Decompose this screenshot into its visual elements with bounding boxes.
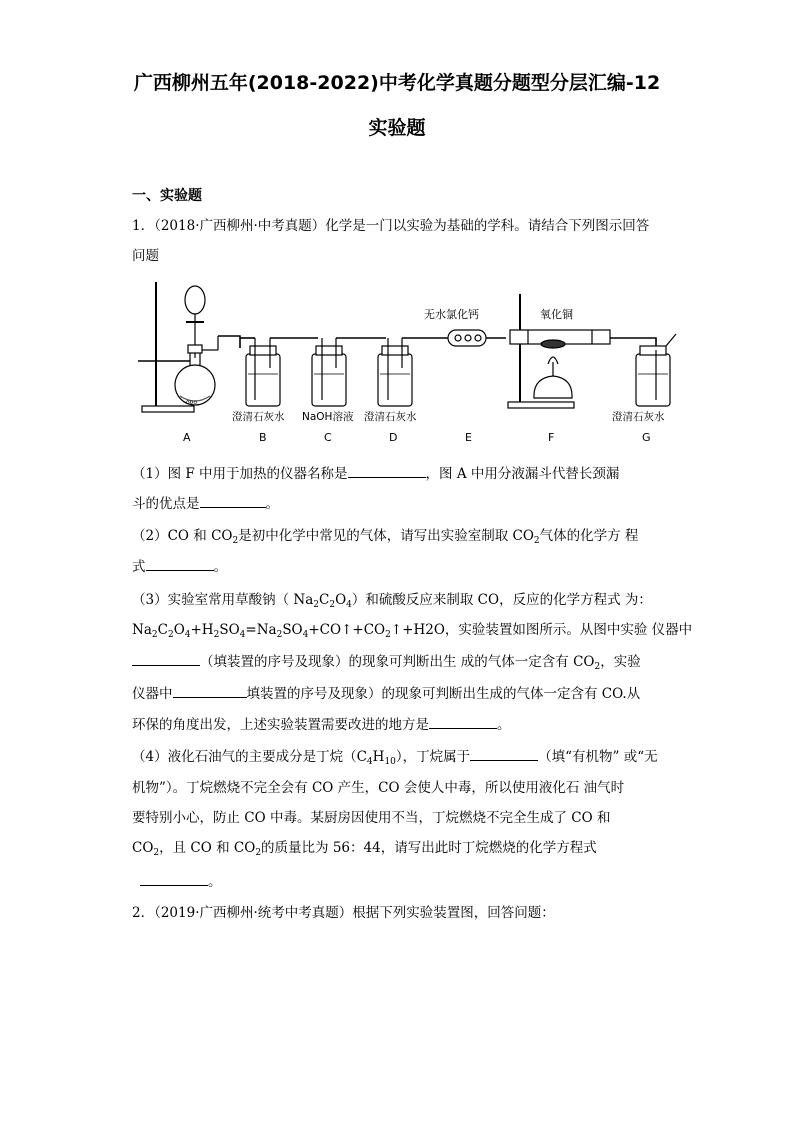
answer-blank[interactable] bbox=[429, 714, 497, 729]
answer-blank[interactable] bbox=[132, 651, 200, 666]
stand-base-F bbox=[508, 402, 574, 408]
letter-F: F bbox=[548, 431, 555, 444]
q1-part3-line5: 环保的角度出发，上述实验装置需要改进的地方是 。 bbox=[132, 713, 511, 733]
section-heading: 一、实验题 bbox=[132, 188, 202, 204]
q2-intro: 2．（2019·广西柳州·统考中考真题）根据下列实验装置图，回答问题： bbox=[132, 905, 555, 921]
label-E-top: 无水氯化钙 bbox=[424, 308, 479, 321]
answer-blank[interactable] bbox=[173, 683, 247, 698]
q1-part3-line2: $Na_2C_2O_4+H_2SO_4=Na_2SO_4+CO↑+CO_2↑+H2O$，实验装置如图所示。从图中实验 仪器中 bbox=[132, 622, 693, 640]
label-D: 澄清石灰水 bbox=[364, 411, 417, 423]
q1-part1-line2: 斗的优点是 。 bbox=[132, 492, 279, 512]
document-title-line1: 广西柳州五年(2018-2022)中考化学真题分题型分层汇编-12 bbox=[133, 72, 661, 94]
label-B: 澄清石灰水 bbox=[232, 411, 285, 423]
answer-blank[interactable] bbox=[140, 871, 208, 886]
letter-G: G bbox=[642, 431, 651, 444]
apparatus-figure bbox=[128, 278, 688, 448]
q1-intro-line1: 1．（2018·广西柳州·中考真题）化学是一门以实验为基础的学科。请结合下列图示回答 bbox=[132, 218, 650, 234]
bottle-G bbox=[636, 354, 670, 406]
stand-base-A bbox=[142, 406, 194, 412]
answer-blank[interactable] bbox=[146, 556, 214, 571]
letter-D: D bbox=[389, 431, 398, 444]
alcohol-lamp bbox=[534, 376, 572, 398]
q1-part3-line4: 仪器中 填装置的序号及现象）的现象可判断出生成的气体一定含有 CO.从 bbox=[132, 682, 640, 702]
q1-part2-line1: （2）CO 和 $CO_2$是初中化学中常见的气体，请写出实验室制取 $CO_2$气体的化学方 程 bbox=[132, 528, 639, 546]
letter-E: E bbox=[465, 431, 472, 444]
answer-blank[interactable] bbox=[200, 493, 266, 508]
drying-tube-E bbox=[448, 330, 486, 346]
q1-part4-line3: 要特别小心，防止 CO 中毒。某厨房因使用不当，丁烷燃烧不完全生成了 CO 和 bbox=[132, 810, 611, 826]
bottle-D bbox=[378, 354, 412, 406]
q1-part3-line1: （3）实验室常用草酸钠（ $Na_2C_2O_4$）和硫酸反应来制取 CO，反应的化学方程式 为： bbox=[132, 592, 652, 610]
label-F-top: 氧化铜 bbox=[540, 308, 573, 321]
letter-A: A bbox=[183, 431, 191, 444]
q1-part4-line2: 机物”）。丁烷燃烧不完全会有 CO 产生，CO 会使人中毒，所以使用液化石 油气时 bbox=[132, 780, 625, 796]
document-title-line2: 实验题 bbox=[368, 117, 426, 139]
answer-blank[interactable] bbox=[470, 746, 538, 761]
q1-part1-line1: （1）图 F 中用于加热的仪器名称是 ，图 A 中用分液漏斗代替长颈漏 bbox=[132, 462, 619, 482]
bottle-C bbox=[312, 354, 346, 406]
label-C: NaOH溶液 bbox=[302, 411, 354, 423]
label-G: 澄清石灰水 bbox=[612, 411, 665, 423]
q1-intro-line2: 问题 bbox=[132, 248, 159, 264]
svg-text:ooo: ooo bbox=[186, 399, 198, 406]
separatory-funnel bbox=[185, 286, 205, 314]
q1-part4-line4: $CO_2$，且 CO 和 $CO_2$的质量比为 56：44，请写出此时丁烷燃烧的化学方程式 bbox=[132, 840, 597, 858]
bottle-B bbox=[246, 354, 280, 406]
letter-B: B bbox=[259, 431, 267, 444]
answer-blank[interactable] bbox=[348, 463, 426, 478]
q1-part4-line5: 。 bbox=[132, 870, 222, 890]
q1-part3-line3: （填装置的序号及现象）的现象可判断出生 成的气体一定含有 $CO_2$，实验 bbox=[132, 650, 641, 670]
q1-part4-line1: （4）液化石油气的主要成分是丁烷$(C_4H_{10})$，丁烷属于 （填“有机物” 或“无 bbox=[132, 745, 658, 765]
letter-C: C bbox=[324, 431, 332, 444]
q1-part2-line2: 式 。 bbox=[132, 555, 227, 575]
